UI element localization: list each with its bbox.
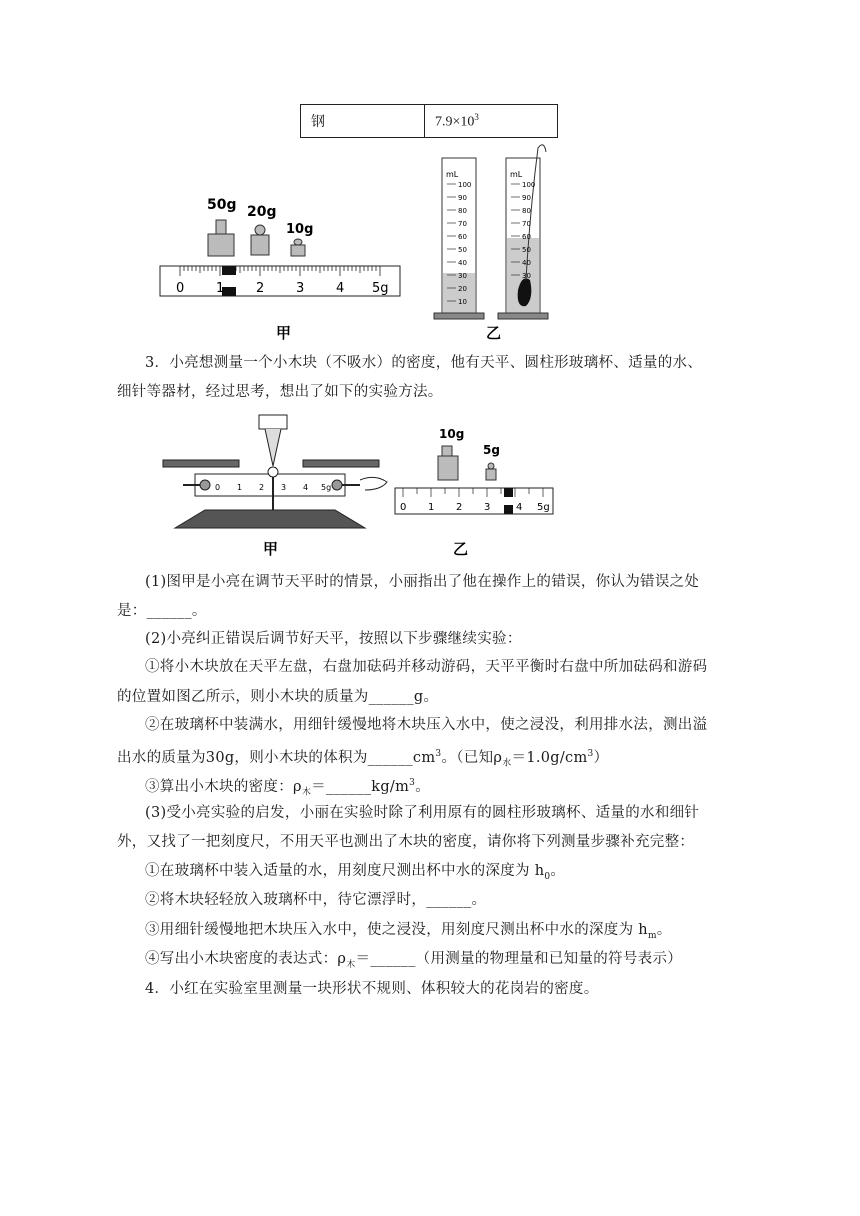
ruler-label: 3 bbox=[296, 281, 305, 296]
q3-step1-line2: 的位置如图乙所示，则小木块的质量为______g。 bbox=[117, 689, 439, 705]
svg-text:40: 40 bbox=[458, 259, 467, 267]
weight-10g-icon bbox=[438, 456, 458, 480]
svg-text:4: 4 bbox=[303, 483, 309, 492]
weight-label-10g: 10g bbox=[286, 222, 314, 237]
hand-icon bbox=[360, 477, 387, 490]
scale-dial bbox=[259, 415, 287, 429]
weight-50g-icon bbox=[208, 234, 234, 256]
svg-text:2: 2 bbox=[456, 502, 463, 513]
svg-text:90: 90 bbox=[522, 194, 531, 202]
svg-text:100: 100 bbox=[522, 181, 536, 189]
svg-text:1: 1 bbox=[428, 502, 435, 513]
q3-part3-line2: 外，又找了一把刻度尺，不用天平也测出了木块的密度，请你将下列测量步骤补充完整： bbox=[117, 834, 695, 850]
weight-5g-icon bbox=[486, 469, 496, 480]
weight-20g-icon bbox=[251, 235, 269, 255]
density-table bbox=[300, 104, 558, 138]
weight-label-20g: 20g bbox=[247, 204, 277, 220]
q3-part1-line2: 是：______。 bbox=[117, 603, 207, 619]
svg-text:3: 3 bbox=[484, 502, 491, 513]
caption-jia: 甲 bbox=[263, 540, 279, 558]
q3-part2-intro: (2)小亮纠正错误后调节好天平，按照以下步骤继续实验： bbox=[145, 631, 522, 647]
q3-intro-line2: 细针等器材，经过思考，想出了如下的实验方法。 bbox=[117, 384, 443, 400]
svg-text:60: 60 bbox=[522, 233, 531, 241]
svg-text:mL: mL bbox=[446, 170, 459, 179]
rider-marker bbox=[504, 488, 513, 497]
svg-text:70: 70 bbox=[522, 220, 531, 228]
svg-text:40: 40 bbox=[522, 259, 531, 267]
weight-label-10g: 10g bbox=[439, 427, 465, 441]
caption-yi: 乙 bbox=[486, 324, 502, 342]
q3-t2: ②将木块轻轻放入玻璃杯中，待它漂浮时，______。 bbox=[145, 892, 487, 908]
svg-text:4: 4 bbox=[516, 502, 523, 513]
q3-step2-line2: 出水的质量为30g，则小木块的体积为$\_\_\_\_\_\_cm^3$。（已知$\rho_水=1.0g/cm^3$） bbox=[117, 749, 609, 769]
q3-t3: ③用细针缓慢地把木块压入水中，使之浸没，用刻度尺测出杯中水的深度为 $h_m$。 bbox=[145, 922, 672, 941]
svg-text:80: 80 bbox=[522, 207, 531, 215]
svg-text:50: 50 bbox=[522, 246, 531, 254]
figure-balance bbox=[155, 410, 565, 560]
weight-label-50g: 50g bbox=[207, 197, 237, 213]
svg-text:90: 90 bbox=[458, 194, 467, 202]
q3-t1: ①在玻璃杯中装入适量的水，用刻度尺测出杯中水的深度为 $h_0$。 bbox=[145, 863, 566, 882]
density-cell: $7.9\times 10^3$ bbox=[425, 105, 558, 138]
ruler-label: 2 bbox=[256, 281, 265, 296]
table-row bbox=[301, 105, 558, 138]
q3-part1-line1: (1)图甲是小亮在调节天平时的情景，小丽指出了他在操作上的错误，你认为错误之处 bbox=[145, 574, 700, 590]
weight-50g-knob bbox=[216, 220, 226, 234]
q3-intro-line1: 3．小亮想测量一个小木块（不吸水）的密度，他有天平、圆柱形玻璃杯、适量的水、 bbox=[145, 355, 703, 371]
svg-text:60: 60 bbox=[458, 233, 467, 241]
svg-text:30: 30 bbox=[522, 272, 531, 280]
ruler-label: 4 bbox=[336, 281, 345, 296]
ruler-label: 1 bbox=[216, 281, 225, 296]
svg-text:70: 70 bbox=[458, 220, 467, 228]
material-cell: 钢 bbox=[301, 105, 425, 138]
q4-line: 4．小红在实验室里测量一块形状不规则、体积较大的花岗岩的密度。 bbox=[145, 981, 599, 997]
svg-text:3: 3 bbox=[281, 483, 287, 492]
q3-t4: ④写出小木块密度的表达式：$\rho_木=\_\_\_\_\_\_$（用测量的物理量和已知量的符号表示） bbox=[145, 951, 683, 970]
svg-text:10: 10 bbox=[458, 298, 467, 306]
q3-part3-line1: (3)受小亮实验的启发，小丽在实验时除了利用原有的圆柱形玻璃杯、适量的水和细针 bbox=[145, 805, 700, 821]
svg-text:5g: 5g bbox=[321, 483, 332, 492]
q3-step1-line1: ①将小木块放在天平左盘，右盘加砝码并移动游码，天平平衡时右盘中所加砝码和游码 bbox=[145, 659, 708, 675]
svg-text:mL: mL bbox=[510, 170, 523, 179]
svg-text:80: 80 bbox=[458, 207, 467, 215]
figure-cylinders bbox=[430, 140, 560, 350]
figure-weights-ruler bbox=[150, 190, 410, 350]
q3-step2-line1: ②在玻璃杯中装满水，用细针缓慢地将木块压入水中，使之浸没，利用排水法，测出溢 bbox=[145, 717, 708, 733]
q3-step3: ③算出小木块的密度：$\rho_木=\_\_\_\_\_\_kg/m^3$。 bbox=[145, 778, 430, 798]
balance-base bbox=[175, 510, 365, 528]
right-pan bbox=[303, 460, 379, 467]
weight-label-5g: 5g bbox=[483, 443, 500, 457]
caption-jia: 甲 bbox=[276, 324, 292, 342]
svg-text:1: 1 bbox=[237, 483, 243, 492]
ruler-label: 0 bbox=[176, 281, 185, 296]
left-pan bbox=[163, 460, 239, 467]
svg-text:100: 100 bbox=[458, 181, 472, 189]
rider-marker bbox=[222, 266, 236, 275]
ruler-label: 5g bbox=[372, 281, 389, 296]
pointer bbox=[265, 429, 281, 466]
svg-text:30: 30 bbox=[458, 272, 467, 280]
svg-text:0: 0 bbox=[215, 483, 221, 492]
svg-text:2: 2 bbox=[259, 483, 265, 492]
weight-10g-icon bbox=[291, 245, 305, 256]
svg-text:5g: 5g bbox=[537, 502, 550, 513]
svg-text:20: 20 bbox=[458, 285, 467, 293]
caption-yi: 乙 bbox=[453, 540, 469, 558]
svg-text:0: 0 bbox=[400, 502, 407, 513]
svg-text:50: 50 bbox=[458, 246, 467, 254]
